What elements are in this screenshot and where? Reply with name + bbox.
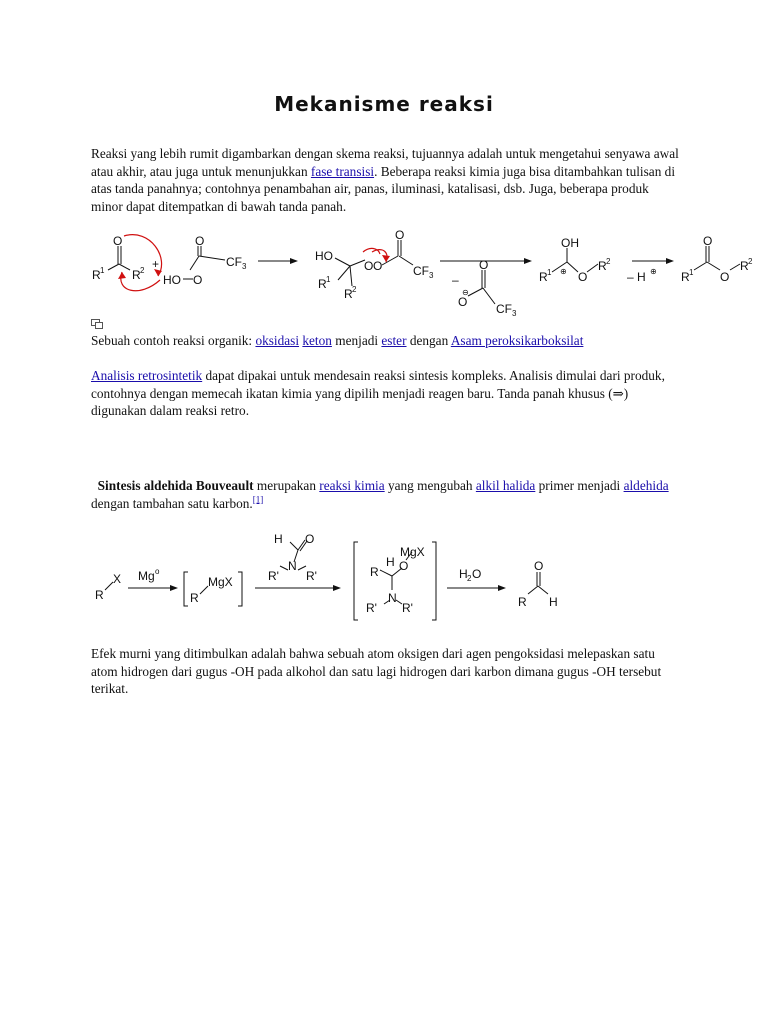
byproduct-charge: ⊖ xyxy=(462,288,469,297)
ketone-r1-sup: 1 xyxy=(100,266,105,275)
ester-r1-sup: 1 xyxy=(689,268,694,277)
ketone-oxygen: O xyxy=(113,234,123,248)
link-aldehida[interactable]: aldehida xyxy=(623,478,669,493)
link-alkil-halida[interactable]: alkil halida xyxy=(475,478,536,493)
retrosynthesis-text: dapat dipakai untuk mendesain reaksi sintesis kompleks. Analisis dimulai dari produk, contohnya dengan memecah ikatan kimia yang dipilih menjadi reagen baru. Tanda panah khusus (⇒) digunakan dalam reaksi retro. xyxy=(91,368,665,418)
retrosynthesis-paragraph xyxy=(91,367,681,420)
oxidation-scheme xyxy=(0,228,768,318)
intermediate-cf3-sub: 3 xyxy=(429,271,434,280)
link-reaksi-kimia[interactable]: reaksi kimia xyxy=(319,478,385,493)
caption-mid: menjadi xyxy=(331,333,382,348)
peracid-cf3-sub: 3 xyxy=(242,262,247,271)
peracid-oxygen: O xyxy=(195,234,205,248)
dmf-o: O xyxy=(305,532,315,546)
intro-text-end: . Beberapa reaksi kimia juga bisa ditambahkan tulisan di atas tanda panahnya; contohnya penambahan air, panas, iluminasi, katalisasi, dsb. Juga, beberapa produk minor dapat ditempatkan di bawah tanda panah. xyxy=(91,163,676,214)
link-fase-transisi[interactable]: fase transisi xyxy=(310,163,375,179)
bouveault-title: Sintesis aldehida Bouveault xyxy=(97,478,254,493)
intermediate-cf3: CF xyxy=(413,264,429,278)
alkyl-x: X xyxy=(113,572,122,586)
ester-o: O xyxy=(720,270,730,284)
link-asam-peroksikarboksilat[interactable]: Asam peroksikarboksilat xyxy=(450,333,584,348)
bouveault-text: merupakan xyxy=(253,478,320,493)
bouveault-mid: yang mengubah xyxy=(384,478,476,493)
ketone-r1: R xyxy=(92,268,101,282)
criegee-r2: R xyxy=(598,259,607,273)
criegee-oh: OH xyxy=(561,236,579,250)
caption-mid2: dengan xyxy=(406,333,451,348)
intermediate-r2-sup: 2 xyxy=(352,285,357,294)
ketone-r2: R xyxy=(132,268,141,282)
bouveault-mid2: primer menjadi xyxy=(535,478,624,493)
ester-r2: R xyxy=(740,259,749,273)
enlarge-icon[interactable] xyxy=(91,319,103,329)
grignard-mgx: MgX xyxy=(208,575,233,589)
water-o: O xyxy=(472,567,482,581)
intermediate-o3: O xyxy=(395,228,405,242)
aldehyde-r: R xyxy=(518,595,527,609)
intro-paragraph xyxy=(91,145,681,215)
peracid-o: O xyxy=(193,273,203,287)
adduct-mgx: MgX xyxy=(400,545,425,559)
adduct-r2: R' xyxy=(402,601,413,615)
dmf-r1: R' xyxy=(268,569,279,583)
peracid-cf3: CF xyxy=(226,255,242,269)
caption-text: Sebuah contoh reaksi organik: xyxy=(91,333,256,348)
criegee-r1: R xyxy=(539,270,548,284)
intro-text: Reaksi yang lebih rumit digambarkan dengan skema reaksi, tujuannya adalah untuk mengetahui senyawa awal atau akhir, atau juga untuk menunjukkan xyxy=(91,146,679,179)
criegee-r1-sup: 1 xyxy=(547,268,552,277)
intermediate-o1: O xyxy=(364,259,374,273)
grignard-r: R xyxy=(190,591,199,605)
intermediate-r1-sup: 1 xyxy=(326,275,331,284)
criegee-charge: ⊕ xyxy=(560,267,567,276)
byproduct-o-minus: O xyxy=(458,295,468,309)
magnesium: Mg xyxy=(138,569,155,583)
water-sub: 2 xyxy=(467,574,472,583)
ester-oxygen: O xyxy=(703,234,713,248)
byproduct-cf3: CF xyxy=(496,302,512,316)
link-keton[interactable]: keton xyxy=(302,333,332,348)
ester-r2-sup: 2 xyxy=(748,257,753,266)
peracid-ho: HO xyxy=(163,273,181,287)
criegee-r2-sup: 2 xyxy=(606,257,611,266)
closing-paragraph: Efek murni yang ditimbulkan adalah bahwa sebuah atom oksigen dari agen pengoksidasi melepaskan satu atom hidrogen dari gugus -OH pada alkohol dan satu lagi hidrogen dari karbon dimana gugus -OH tersebut terikat. xyxy=(91,646,662,696)
intermediate-o2: O xyxy=(373,259,383,273)
bouveault-end: dengan tambahan satu karbon. xyxy=(91,495,253,511)
adduct-r1: R' xyxy=(366,601,377,615)
ester-r1: R xyxy=(681,270,690,284)
water-h: H xyxy=(459,567,468,581)
link-analisis-retrosintetik[interactable]: Analisis retrosintetik xyxy=(91,368,203,383)
dmf-n: N xyxy=(288,559,297,573)
magnesium-sup: o xyxy=(155,567,160,576)
ketone-r2-sup: 2 xyxy=(140,266,145,275)
aldehyde-h: H xyxy=(549,595,558,609)
adduct-n: N xyxy=(388,591,397,605)
bouveault-scheme xyxy=(0,528,768,628)
link-oksidasi[interactable]: oksidasi xyxy=(255,333,300,348)
criegee-o: O xyxy=(578,270,588,284)
byproduct-o: O xyxy=(479,258,489,272)
byproduct-minus: – xyxy=(452,273,459,287)
proton-charge: ⊕ xyxy=(650,267,657,276)
scheme-caption xyxy=(91,332,681,350)
intermediate-ho: HO xyxy=(315,249,333,263)
intermediate-r1: R xyxy=(318,277,327,291)
minus-proton: – H xyxy=(627,270,646,284)
alkyl-r: R xyxy=(95,588,104,602)
plus-sign: + xyxy=(152,257,160,271)
adduct-h: H xyxy=(386,555,395,569)
byproduct-cf3-sub: 3 xyxy=(512,309,517,318)
link-ester[interactable]: ester xyxy=(381,333,407,348)
aldehyde-o: O xyxy=(534,559,544,573)
intermediate-r2: R xyxy=(344,287,353,301)
dmf-h: H xyxy=(274,532,283,546)
adduct-r: R xyxy=(370,565,379,579)
bouveault-paragraph xyxy=(91,477,681,512)
reference-link[interactable]: [1] xyxy=(252,494,264,505)
adduct-o: O xyxy=(399,559,409,573)
page-title: Mekanisme reaksi xyxy=(274,92,494,116)
dmf-r2: R' xyxy=(306,569,317,583)
